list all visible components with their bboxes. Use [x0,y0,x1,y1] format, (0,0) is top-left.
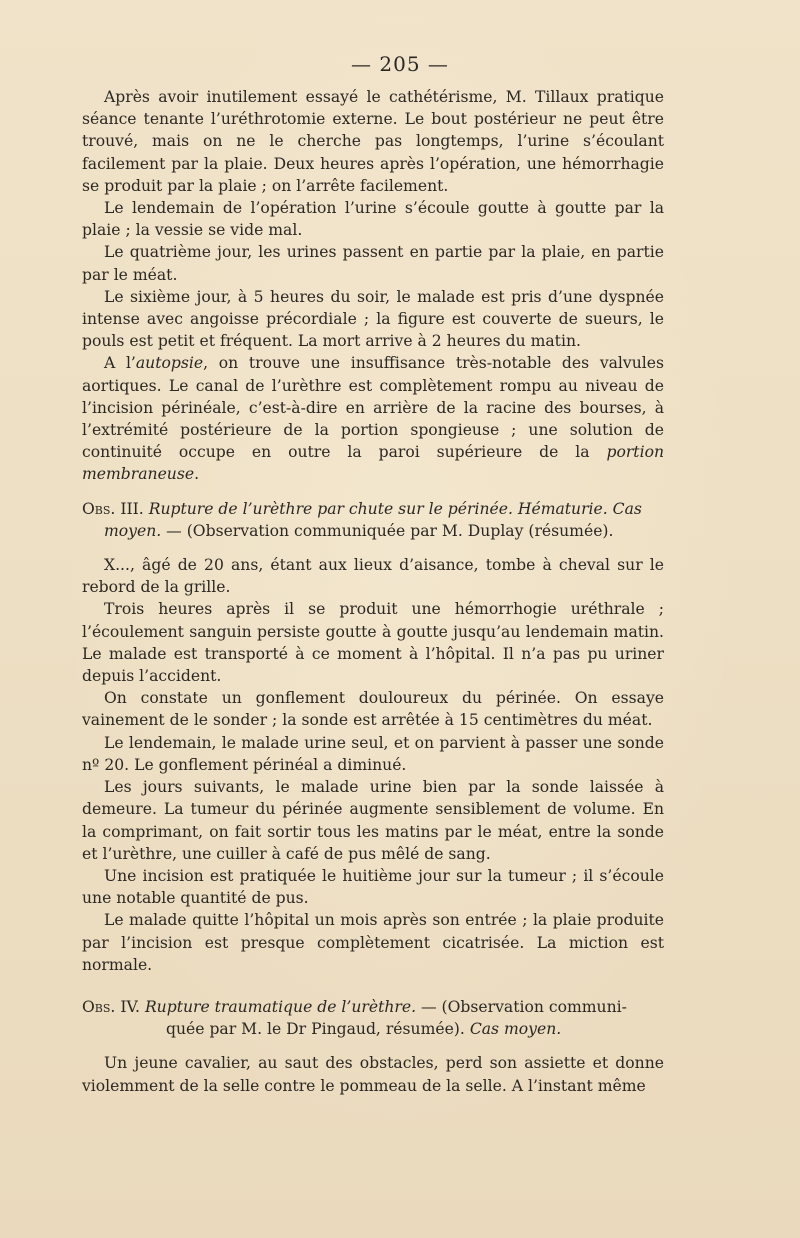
obs-3-heading-continued [82,520,664,542]
paragraph-sixth-day: Le sixième jour, à 5 heures du soir, le malade est pris d’une dyspnée intense avec angoisse précordiale ; la figure est couverte de sueurs, le pouls est petit et fréquent. La mort arrive à 2 heures du matin. [82,287,664,351]
obs-4-label: Obs [82,997,111,1016]
obs-3-label: Obs [82,499,111,518]
obs-3-title-2: moyen. [104,521,162,540]
obs-4-tail: Cas moyen. [469,1020,562,1039]
obs-4-number: . IV. [110,997,145,1016]
paragraph-autopsy [82,352,664,485]
paragraph-discharge: Le malade quitte l’hôpital un mois après son entrée ; la plaie produite par l’incision est presque complètement cicatrisée. La miction est normale. [82,911,664,974]
obs-4-heading [82,996,664,1018]
obs-4-source: — (Observation communi- [416,997,627,1016]
paragraph-fourth-day: Le quatrième jour, les urines passent en partie par la plaie, en partie par le méat. [82,243,664,284]
paragraph-hemorrhage: Trois heures après il se produit une hémorrhogie uréthrale ; l’écoulement sanguin persiste goutte à goutte jusqu’au lendemain matin. Le malade est transporté à ce moment à l’hôpital. Il n’a pas pu uriner depuis l’accident. [82,600,664,686]
obs-4-source-2: quée par M. le Dr Pingaud, résumée). [166,1020,470,1039]
obs-4-heading-continued [82,1018,664,1040]
paragraph-day-after: Le lendemain de l’opération l’urine s’écoule goutte à goutte par la plaie ; la vessie se vide mal. [82,199,664,240]
spacer [82,1040,664,1052]
paragraph-next-day: Le lendemain, le malade urine seul, et on parvient à passer une sonde nº 20. Le gonflement périnéal a diminué. [82,733,664,774]
spacer [82,486,664,498]
paragraph-cavalier: Un jeune cavalier, au saut des obstacles, perd son assiette et donne violemment de la selle contre le pommeau de la selle. A l’instant même [82,1054,664,1095]
body-text [82,86,664,1097]
autopsy-body: , on trouve une insuffisance très-notable des valvules aortiques. Le canal de l’urèthre est complètement rompu au niveau de l’incision périnéale, c’est-à-dire en arrière de la racine des bourses, à l’extrémité postérieure de la portion spongieuse ; une solution de continuité occupe en outre la paroi supérieure de la [82,354,664,462]
obs-4-title: Rupture traumatique de l’urèthre. [144,997,417,1016]
autopsy-lead: A l’ [104,354,136,373]
paragraph-incision: Une incision est pratiquée le huitième jour sur la tumeur ; il s’écoule une notable quantité de pus. [82,866,664,908]
autopsy-term: autopsie [135,354,204,373]
paragraph-patient-fall: X..., âgé de 20 ans, étant aux lieux d’aisance, tombe à cheval sur le rebord de la grille. [82,556,664,597]
paragraph-following-days: Les jours suivants, le malade urine bien par la sonde laissée à demeure. La tumeur du périnée augmente sensiblement de volume. En la comprimant, on fait sortir tous les matins par le méat, entre la sonde et l’urèthre, une cuiller à café de pus mêlé de sang. [82,778,664,863]
obs-3-heading [82,498,664,520]
obs-3-number: . III. [110,499,149,518]
obs-3-title: Rupture de l’urèthre par chute sur le périnée. Hématurie. Cas [148,499,642,518]
autopsy-end: . [194,465,200,484]
spacer [82,976,664,996]
obs-3-source: — (Observation communiquée par M. Duplay (résumée). [161,521,614,540]
paragraph-swelling: On constate un gonflement douloureux du périnée. On essaye vainement de le sonder ; la sonde est arrêtée à 15 centimètres du méat. [82,689,664,730]
page-number: — 205 — [351,52,449,76]
autopsy-term-membraneuse: portion membraneuse [82,443,664,484]
spacer [82,542,664,554]
paragraph-operation: Après avoir inutilement essayé le cathétérisme, M. Tillaux pratique séance tenante l’uréthrotomie externe. Le bout postérieur ne peut être trouvé, mais on ne le cherche pas longtemps, l’urine s’écoulant facilement par la plaie. Deux heures après l’opération, une hémorrhagie se produit par la plaie ; on l’arrête facilement. [82,88,664,195]
